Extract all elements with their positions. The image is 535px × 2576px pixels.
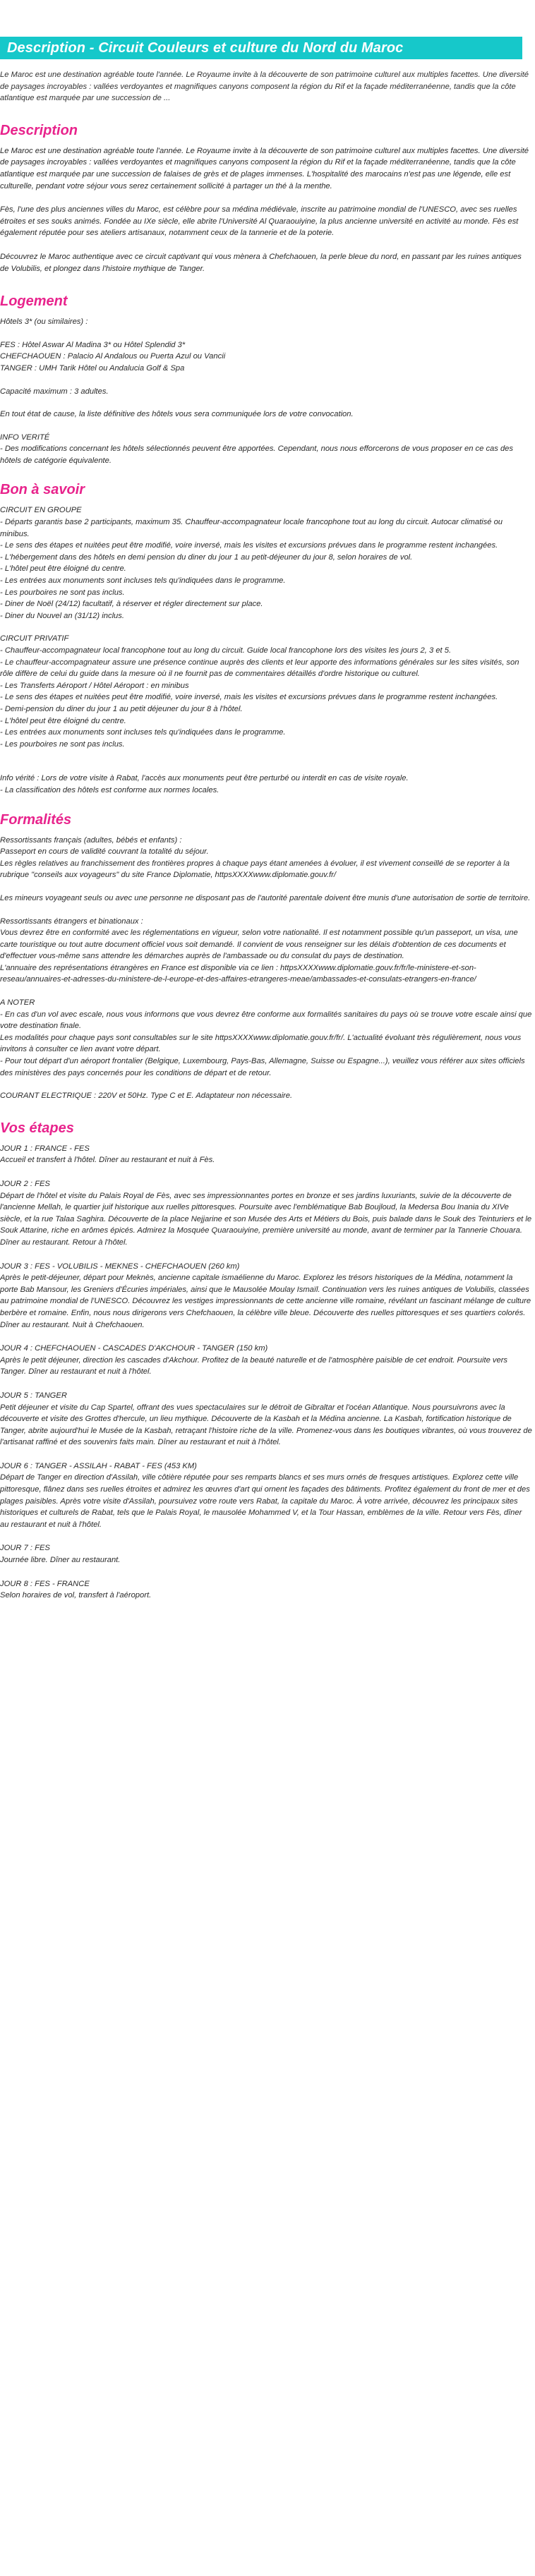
bon-line: - Demi-pension du diner du jour 1 au petit déjeuner du jour 8 à l'hôtel. xyxy=(0,704,243,713)
bon-line: CIRCUIT PRIVATIF xyxy=(0,634,69,643)
formalites-line: - Pour tout départ d'un aéroport frontalier (Belgique, Luxembourg, Pays-Bas, Allemagne, Suisse ou Espagne...), veuillez vous référer aux sites officiels des ministères des pays concernés pour les conditions de départ et de retour. xyxy=(0,1057,525,1077)
day-heading: JOUR 3 : FES - VOLUBILIS - MEKNES - CHEFCHAOUEN (260 km) xyxy=(0,1262,240,1271)
title-bar xyxy=(0,37,522,59)
formalites-line: L'annuaire des représentations étrangères en France est disponible via ce lien : httpsXXXXwww.diplomatie.gouv.fr/fr/le-ministere-et-son-reseau/annuaires-et-adresses-du-ministere-de-l-europe-et-des-affaires-etrangeres-meae/ambassades-et-consulats-etrangers-en-france/ xyxy=(0,963,476,984)
formalites-line: Ressortissants étrangers et binationaux : xyxy=(0,917,143,926)
bon-body xyxy=(0,504,532,796)
bon-line: - Le chauffeur-accompagnateur assure une présence continue auprès des clients et leur apporte des informations générales sur les sites visités, son rôle diffère de celui du guide dans la mesure où il ne fournit pas de commentaires détaillés d'ordre historique ou culturel. xyxy=(0,658,519,679)
intro-text: Le Maroc est une destination agréable toute l'année. Le Royaume invite à la découverte de son patrimoine culturel aux multiples facettes. Une diversité de paysages incroyables : vallées verdoyantes et magnifiques canyons composent la région du Rif et la façade méditerranéenne, tandis que la côte atlantique est marquée par une succession de ... xyxy=(0,71,529,103)
description-paragraph: Le Maroc est une destination agréable toute l'année. Le Royaume invite à la découverte de son patrimoine culturel aux multiples facettes. Une diversité de paysages incroyables : vallées verdoyantes et magnifiques canyons composent la région du Rif et la façade méditerranéenne, tandis que la côte atlantique est marquée par une succession de falaises de grès et de plages immenses. L'hospitalité des marocains n'est pas une légende, elle est culturelle, pendant votre séjour vous serez certainement sollicité à partager un thé à la menthe. xyxy=(0,146,529,191)
section-title-logement: Logement xyxy=(0,294,68,310)
section-title-formalites: Formalités xyxy=(0,811,72,828)
formalites-line: Passeport en cours de validité couvrant la totalité du séjour. xyxy=(0,847,209,857)
day-heading: JOUR 1 : FRANCE - FES xyxy=(0,1144,90,1153)
bon-line: Info vérité : Lors de votre visite à Rabat, l'accès aux monuments peut être perturbé ou interdit en cas de visite royale. xyxy=(0,774,409,783)
bon-line: - Les entrées aux monuments sont incluses tels qu'indiquées dans le programme. xyxy=(0,728,286,737)
day-text: Journée libre. Dîner au restaurant. xyxy=(0,1556,121,1565)
day-block xyxy=(0,1390,532,1449)
logement-line: Hôtels 3* (ou similaires) : xyxy=(0,318,88,327)
formalites-line: A NOTER xyxy=(0,998,35,1008)
day-heading: JOUR 8 : FES - FRANCE xyxy=(0,1579,90,1588)
day-heading: JOUR 2 : FES xyxy=(0,1180,50,1188)
section-title-bon-a-savoir: Bon à savoir xyxy=(0,482,85,498)
bon-line: - Diner du Nouvel an (31/12) inclus. xyxy=(0,611,124,620)
section-title-description: Description xyxy=(0,122,78,138)
page-title: Description - Circuit Couleurs et culture du Nord du Maroc xyxy=(7,40,404,56)
formalites-line: Les règles relatives au franchissement des frontières propres à chaque pays étant amenées à évoluer, il est vivement conseillé de se reporter à la rubrique "conseils aux voyageurs" du site France Diplomatie, httpsXXXXwww.diplomatie.gouv.fr/ xyxy=(0,859,510,880)
formalites-line: Ressortissants français (adultes, bébés et enfants) : xyxy=(0,835,182,845)
day-block xyxy=(0,1178,532,1249)
bon-line: - L'hébergement dans des hôtels en demi pension du diner du jour 1 au petit-déjeuner du jour 8, selon horaires de vol. xyxy=(0,552,413,562)
day-heading: JOUR 4 : CHEFCHAOUEN - CASCADES D'AKCHOUR - TANGER (150 km) xyxy=(0,1344,268,1353)
description-paragraph: Découvrez le Maroc authentique avec ce circuit captivant qui vous mènera à Chefchaouen, la perle bleue du nord, en passant par les ruines antiques de Volubilis, et plongez dans l'histoire mythique de Tanger. xyxy=(0,252,522,273)
day-block xyxy=(0,1143,532,1166)
section-title-etapes: Vos étapes xyxy=(0,1120,74,1136)
day-text: Après le petit déjeuner, direction les cascades d'Akchour. Profitez de la beauté naturelle et de l'atmosphère paisible de cet endroit. Poursuite vers Tanger. Dîner au restaurant et nuit à l'hôtel. xyxy=(0,1355,508,1377)
day-text: Accueil et transfert à l'hôtel. Dîner au restaurant et nuit à Fès. xyxy=(0,1156,215,1165)
formalites-body xyxy=(0,835,532,1102)
logement-line: Capacité maximum : 3 adultes. xyxy=(0,387,109,396)
day-heading: JOUR 5 : TANGER xyxy=(0,1391,67,1400)
content xyxy=(0,59,535,1602)
page xyxy=(0,37,535,1602)
day-text: Départ de l'hôtel et visite du Palais Royal de Fès, avec ses impressionnantes portes en bronze et ses jardins luxuriants, suivie de la découverte de l'ancienne Mellah, le quartier juif historique aux ruelles pittoresques. Poursuite avec l'emblématique Bab Boujloud, la Medersa Bou Inania du XIVe siècle, et la rue Talaa Saghira. Découverte de la place Nejjarine et son Musée des Arts et Métiers du Bois, puis balade dans le Souk des Teinturiers et le Souk Attarine, riche en arômes épicés. Admirez la Mosquée Quaraouiyine, première université au monde, avant de terminer par la Tannerie Chouara. Dîner au restaurant. Retour à l'hôtel. xyxy=(0,1191,532,1247)
logement-line: En tout état de cause, la liste définitive des hôtels vous sera communiquée lors de votre convocation. xyxy=(0,410,354,419)
etapes-body xyxy=(0,1143,532,1602)
logement-body xyxy=(0,316,532,466)
logement-line: - Des modifications concernant les hôtels sélectionnés peuvent être apportées. Cependant, nous nous efforcerons de vous proposer en ce cas des hôtels de catégorie équivalente. xyxy=(0,445,514,465)
bon-line: - L'hôtel peut être éloigné du centre. xyxy=(0,564,126,574)
logement-line: INFO VERITÉ xyxy=(0,433,50,442)
day-text: Après le petit-déjeuner, départ pour Meknès, ancienne capitale ismaélienne du Maroc. Explorez les trésors historiques de la Médina, notamment la porte Bab Mansour, les Greniers d'Écuries impériales, ainsi que le Mausolée Moulay Ismaïl. Continuation vers les ruines antiques de Volubilis, classées au patrimoine mondial de l'UNESCO. Découvrez les vestiges impressionnants de cette ancienne ville romaine, révélant un fascinant mélange de culture berbère et romaine. Enfin, nous nous dirigerons vers Chefchaouen, la célèbre ville bleue. Découverte des ruelles pittoresques et ses quartiers colorés. Dîner au restaurant. Nuit à Chefchaouen. xyxy=(0,1274,531,1329)
bon-line: - Diner de Noël (24/12) facultatif, à réserver et régler directement sur place. xyxy=(0,600,263,609)
bon-line: - L'hôtel peut être éloigné du centre. xyxy=(0,716,126,725)
bon-line: - Les entrées aux monuments sont incluses tels qu'indiquées dans le programme. xyxy=(0,576,286,586)
bon-line: - Les pourboires ne sont pas inclus. xyxy=(0,739,125,749)
bon-line: - Les Transferts Aéroport / Hôtel Aéroport : en minibus xyxy=(0,681,189,690)
formalites-line: - En cas d'un vol avec escale, nous vous informons que vous devrez être conforme aux formalités sanitaires du pays où se trouve votre escale ainsi que votre destination finale. xyxy=(0,1010,532,1031)
day-block xyxy=(0,1343,532,1378)
day-heading: JOUR 7 : FES xyxy=(0,1544,50,1553)
bon-line: - Les pourboires ne sont pas inclus. xyxy=(0,588,125,597)
bon-line: - Départs garantis base 2 participants, maximum 35. Chauffeur-accompagnateur locale francophone tout au long du circuit. Autocar climatisé ou minibus. xyxy=(0,518,503,538)
day-text: Selon horaires de vol, transfert à l'aéroport. xyxy=(0,1591,152,1600)
day-heading: JOUR 6 : TANGER - ASSILAH - RABAT - FES (453 KM) xyxy=(0,1461,197,1470)
day-text: Petit déjeuner et visite du Cap Spartel, offrant des vues spectaculaires sur le détroit de Gibraltar et l'océan Atlantique. Nous poursuivrons avec la découverte et visite des Grottes d'hercule, un lieu mythique. Découverte de la Kasbah et la Médina ancienne. La Kasbah, fortification historique de Tanger, abrite aujourd'hui le Musée de la Kasbah, retraçant l'histoire riche de la ville. Promenez-vous dans les boutiques vibrantes, où vous trouverez de l'artisanat raffiné et des souvenirs faits main. Dîner au restaurant et nuit à l'hôtel. xyxy=(0,1403,532,1447)
logement-line: TANGER : UMH Tarik Hôtel ou Andalucia Golf & Spa xyxy=(0,363,185,373)
bon-line: - Le sens des étapes et nuitées peut être modifié, voire inversé, mais les visites et excursions prévues dans le programme restent inchangées. xyxy=(0,541,498,550)
description-paragraph: Fès, l'une des plus anciennes villes du Maroc, est célèbre pour sa médina médiévale, inscrite au patrimoine mondial de l'UNESCO, avec ses ruelles étroites et ses souks animés. Fondée au IXe siècle, elle abrite l'Université Al Quaraouiyine, la plus ancienne université en activité au monde. Fès est également réputée pour ses ateliers artisanaux, notamment ceux de la tannerie et de la poterie. xyxy=(0,205,519,238)
formalites-line: Les mineurs voyageant seuls ou avec une personne ne disposant pas de l'autorité parentale doivent être munis d'une autorisation de sortie de territoire. xyxy=(0,893,531,902)
logement-line: CHEFCHAOUEN : Palacio Al Andalous ou Puerta Azul ou Vancii xyxy=(0,352,226,361)
bon-line: CIRCUIT EN GROUPE xyxy=(0,506,82,515)
day-block xyxy=(0,1261,532,1331)
formalites-line: COURANT ELECTRIQUE : 220V et 50Hz. Type C et E. Adaptateur non nécessaire. xyxy=(0,1092,293,1101)
bon-line: - Chauffeur-accompagnateur local francophone tout au long du circuit. Guide local francophone lors des visites les jours 2, 3 et 5. xyxy=(0,646,452,655)
day-text: Départ de Tanger en direction d'Assilah, ville côtière réputée pour ses remparts blancs et ses murs ornés de fresques artistiques. Explorez cette ville pittoresque, flânez dans ses ruelles étroites et admirez les œuvres d'art qui ornent les façades des bâtiments. Profitez également du front de mer et des plages paisibles. Après votre visite d'Assilah, poursuivez votre route vers Rabat, la capitale du Maroc. À votre arrivée, découvrez les principaux sites historiques et culturels de Rabat, tels que le Palais Royal, le mausolée Mohammed V, et la Tour Hassan, emblèmes de la ville. Retour vers Fès, dîner au restaurant et nuit à l'hôtel. xyxy=(0,1473,530,1529)
day-block xyxy=(0,1461,532,1531)
formalites-line: Les modalités pour chaque pays sont consultables sur le site httpsXXXXwww.diplomatie.gouv.fr/fr/. L'actualité évoluant très régulièrement, nous vous invitons à consulter ce lien avant votre départ. xyxy=(0,1033,522,1054)
day-block xyxy=(0,1578,532,1602)
day-block xyxy=(0,1542,532,1566)
formalites-line: Vous devrez être en conformité avec les réglementations en vigueur, selon votre nationalité. Il est notamment possible qu'un passeport, un visa, une carte touristique ou tout autre document officiel vous soit demandé. Il convient de vous renseigner sur les délais d'obtention de ces documents et d'effectuer vous-même sans attendre les démarches auprès de l'ambassade ou du consulat du pays de destination. xyxy=(0,929,518,961)
logement-line: FES : Hôtel Aswar Al Madina 3* ou Hôtel Splendid 3* xyxy=(0,340,186,349)
description-body xyxy=(0,145,532,274)
bon-line: - La classification des hôtels est conforme aux normes locales. xyxy=(0,785,220,794)
bon-line: - Le sens des étapes et nuitées peut être modifié, voire inversé, mais les visites et excursions prévues dans le programme restent inchangées. xyxy=(0,693,498,702)
